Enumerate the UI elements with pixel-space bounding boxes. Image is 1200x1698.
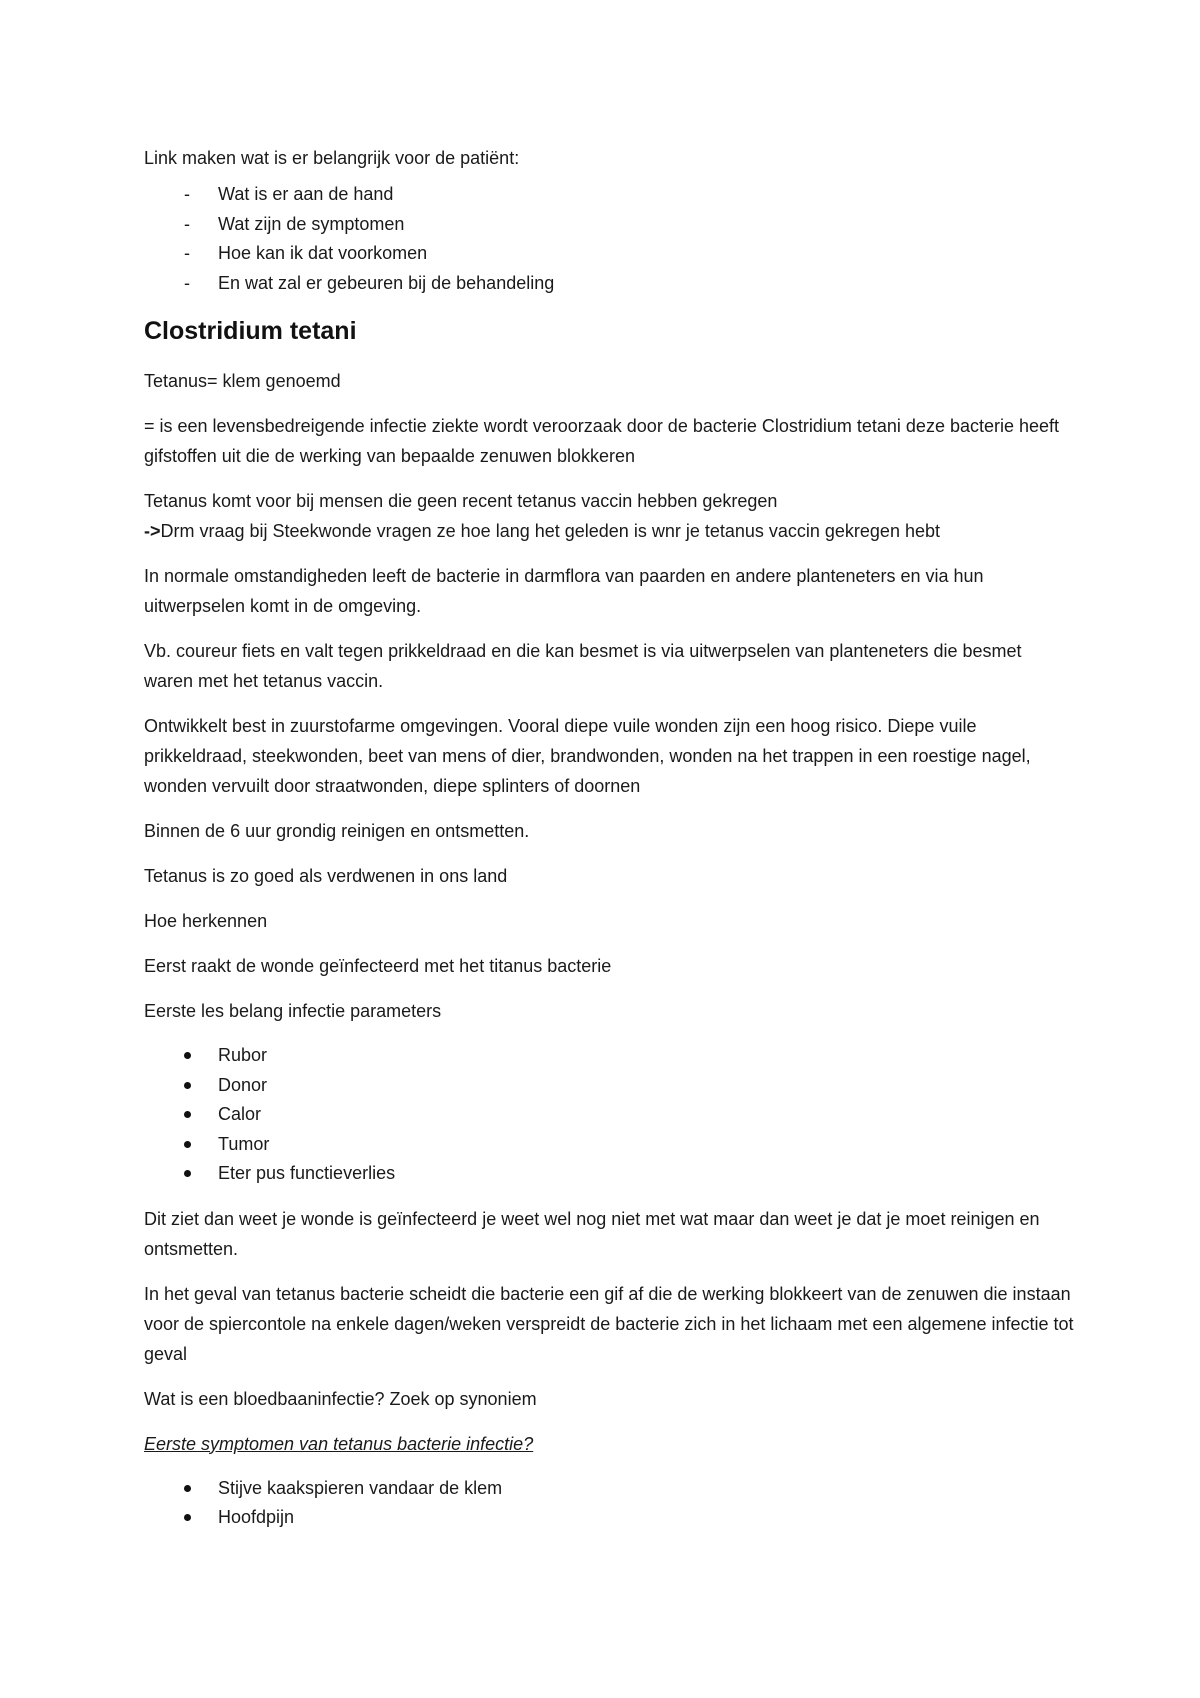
paragraph: Wat is een bloedbaaninfectie? Zoek op synoniem (144, 1388, 537, 1409)
paragraph: Eerste les belang infectie parameters (144, 1001, 442, 1021)
bullet-icon (184, 1052, 191, 1059)
bullet-icon (184, 1514, 191, 1521)
arrow-icon: -> (144, 521, 161, 541)
list-item: - En wat zal er gebeuren bij de behandeling (144, 269, 1074, 299)
paragraph: Ontwikkelt best in zuurstofarme omgevingen. Vooral diepe vuile wonden zijn een hoog risico. Diepe vuile prikkeldraad, steekwonden, beet van mens of dier, brandwonden, wonden na het trappen in een roestige nagel, wonden vervuilt door straatwonden, diepe splinters of doornen (144, 716, 1031, 796)
dash-marker: - (184, 184, 190, 204)
list-item: Hoofdpijn (144, 1503, 1074, 1533)
intro-list (144, 180, 1074, 298)
list-item: Donor (144, 1071, 1074, 1101)
bullet-icon (184, 1485, 191, 1492)
paragraph-line: Drm vraag bij Steekwonde vragen ze hoe lang het geleden is wnr je tetanus vaccin gekregen hebt (160, 521, 940, 541)
dash-marker: - (184, 213, 190, 234)
paragraph: Binnen de 6 uur grondig reinigen en ontsmetten. (144, 821, 530, 841)
list-item: Rubor (144, 1041, 1074, 1071)
paragraph: In normale omstandigheden leeft de bacterie in darmflora van paarden en andere planteneters en via hun uitwerpselen komt in de omgeving. (144, 566, 984, 616)
paragraph: Hoe herkennen (144, 911, 268, 931)
paragraph: Dit ziet dan weet je wonde is geïnfecteerd je weet wel nog niet met wat maar dan weet je dat je moet reinigen en ontsmetten. (144, 1208, 1040, 1259)
list-item: Tumor (144, 1130, 1074, 1160)
section-heading: Clostridium tetani (144, 317, 357, 345)
paragraph-line: Tetanus komt voor bij mensen die geen recent tetanus vaccin hebben gekregen (144, 491, 778, 511)
paragraph: In het geval van tetanus bacterie scheidt die bacterie een gif af die de werking blokkeert van de zenuwen die instaan voor de spiercontole na enkele dagen/weken verspreidt de bacterie zich in het lichaam met een algemene infectie tot geval (144, 1283, 1074, 1364)
list-item: - Wat is er aan de hand (144, 180, 1074, 210)
bullet-icon (184, 1082, 191, 1089)
bullet-icon (184, 1170, 191, 1177)
paragraph: Tetanus= klem genoemd (144, 371, 341, 391)
list-item: Stijve kaakspieren vandaar de klem (144, 1474, 1074, 1504)
document-body (144, 143, 1074, 1548)
paragraph (144, 486, 1074, 546)
symptoms-list (144, 1474, 1074, 1533)
bullet-icon (184, 1111, 191, 1118)
paragraph: Tetanus is zo goed als verdwenen in ons land (144, 866, 508, 886)
paragraph: Vb. coureur fiets en valt tegen prikkeldraad en die kan besmet is via uitwerpselen van planteneters die besmet waren met het tetanus vaccin. (144, 641, 1022, 691)
parameters-list (144, 1041, 1074, 1189)
list-item: - Wat zijn de symptomen (144, 210, 1074, 240)
dash-marker: - (184, 272, 190, 293)
subheading: Eerste symptomen van tetanus bacterie infectie? (144, 1433, 534, 1454)
paragraph: Eerst raakt de wonde geïnfecteerd met het titanus bacterie (144, 956, 612, 976)
list-item: Eter pus functieverlies (144, 1159, 1074, 1189)
list-item: - Hoe kan ik dat voorkomen (144, 239, 1074, 269)
paragraph: = is een levensbedreigende infectie ziekte wordt veroorzaak door de bacterie Clostridium tetani deze bacterie heeft gifstoffen uit die de werking van bepaalde zenuwen blokkeren (144, 416, 1060, 466)
bullet-icon (184, 1141, 191, 1148)
intro-text: Link maken wat is er belangrijk voor de patiënt: (144, 148, 520, 168)
dash-marker: - (184, 243, 190, 263)
list-item: Calor (144, 1100, 1074, 1130)
